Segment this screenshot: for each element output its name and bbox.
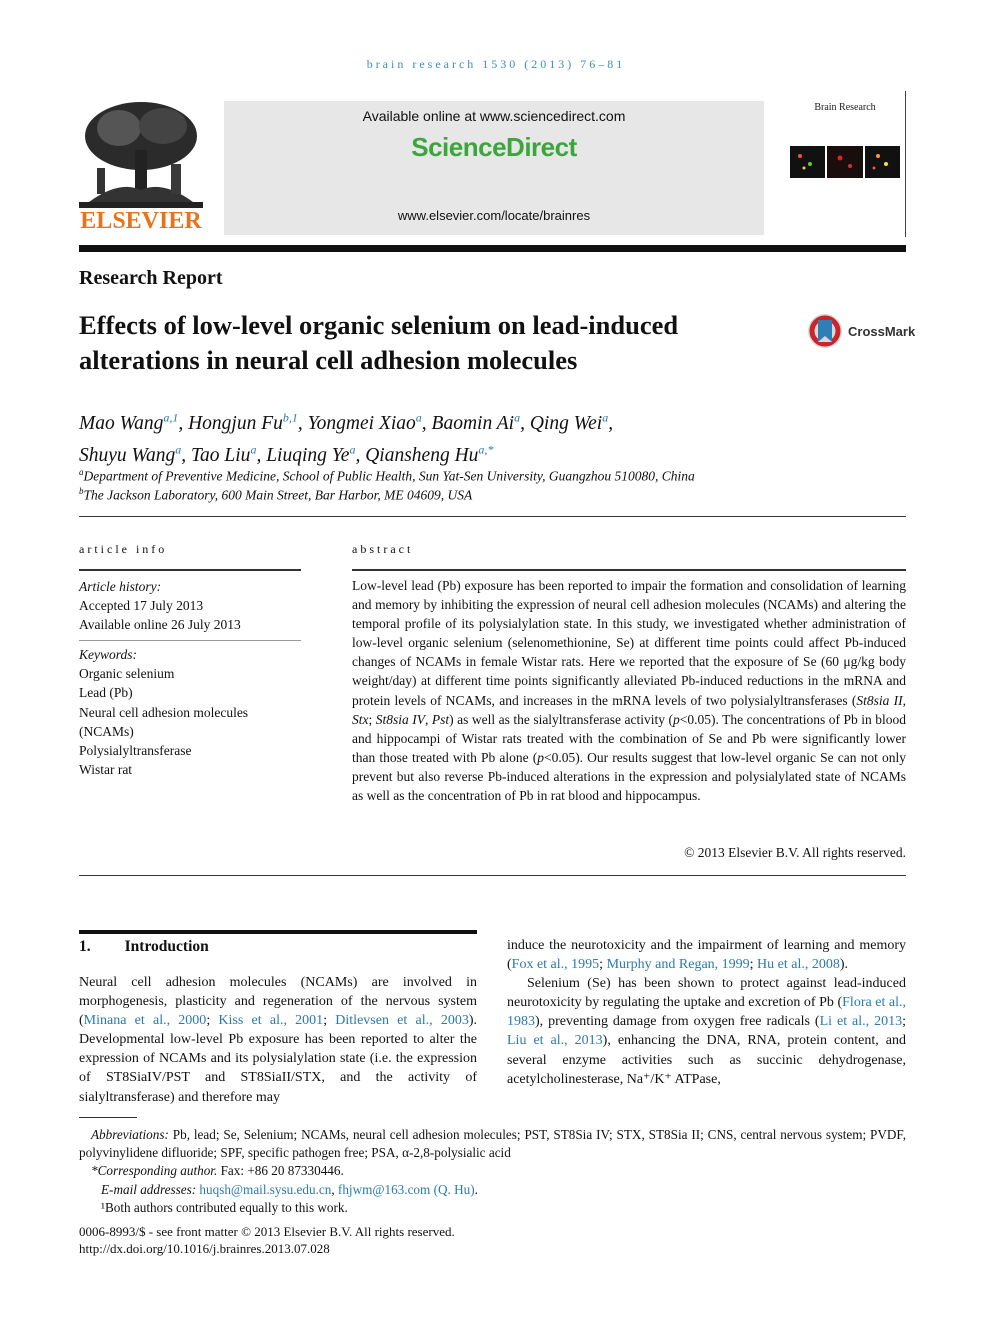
running-head: brain research 1530 (2013) 76–81 bbox=[366, 57, 626, 71]
citation-link[interactable]: Fox et al., 1995 bbox=[511, 957, 600, 973]
affiliation-a: $^a$Department of Preventive Medicine, School of Public Health, Sun Yat-Sen University, Guangzhou 510080, China bbox=[79, 467, 695, 484]
divider bbox=[79, 516, 906, 517]
intro-column-2 bbox=[507, 936, 906, 1089]
keywords bbox=[79, 645, 301, 779]
author: Mao Wang$^{a,1}$, bbox=[79, 410, 189, 434]
header-rule bbox=[79, 245, 906, 252]
citation-link[interactable]: Hu et al., 2008 bbox=[757, 957, 840, 973]
keyword: (NCAMs) bbox=[79, 723, 134, 739]
author: Yongmei Xiao$^a$, bbox=[307, 410, 432, 434]
copyright: © 2013 Elsevier B.V. All rights reserved. bbox=[684, 845, 906, 860]
tree-icon bbox=[79, 98, 203, 210]
author: Qing Wei$^a$, bbox=[529, 410, 614, 434]
keyword: Neural cell adhesion molecules bbox=[79, 704, 249, 720]
article-history bbox=[79, 577, 301, 635]
divider bbox=[352, 569, 906, 571]
keyword: Polysialyltransferase bbox=[79, 743, 192, 759]
equal-contribution: ¹Both authors contributed equally to this work. bbox=[101, 1199, 348, 1215]
doi-link[interactable]: http://dx.doi.org/10.1016/j.brainres.2013.07.028 bbox=[79, 1240, 330, 1256]
cover-images bbox=[790, 146, 900, 178]
corresponding-author: *Corresponding author. Fax: +86 20 87330446. bbox=[91, 1163, 344, 1179]
keyword: Wistar rat bbox=[79, 762, 133, 778]
author: Shuyu Wang$^a$, bbox=[79, 442, 191, 466]
crossmark-label: CrossMark bbox=[848, 324, 916, 339]
paragraph: induce the neurotoxicity and the impairment of learning and memory (Fox et al., 1995; Murphy and Regan, 1999; Hu et al., 2008). bbox=[507, 938, 906, 973]
journal-url[interactable]: www.elsevier.com/locate/brainres bbox=[397, 208, 591, 223]
article-title: Effects of low-level organic selenium on lead-induced alterations in neural cell adhesion molecules bbox=[79, 310, 679, 375]
citation-link[interactable]: Kiss et al., 2001 bbox=[218, 1013, 324, 1029]
section-heading: 1. Introduction bbox=[79, 938, 209, 955]
history-label: Article history: bbox=[79, 579, 162, 594]
divider bbox=[79, 569, 301, 571]
email-link[interactable]: fhjwm@163.com (Q. Hu) bbox=[337, 1181, 475, 1197]
author: Baomin Ai$^a$, bbox=[431, 410, 530, 434]
author-list bbox=[79, 404, 919, 469]
citation-link[interactable]: Minana et al., 2000 bbox=[83, 1013, 207, 1029]
keyword: Organic selenium bbox=[79, 666, 175, 682]
author: Hongjun Fu$^{b,1}$, bbox=[188, 410, 308, 434]
author: Tao Liu$^a$, bbox=[190, 442, 267, 466]
crossmark-icon bbox=[806, 312, 844, 352]
author: Liuqing Ye$^a$, bbox=[266, 442, 366, 466]
citation-link[interactable]: Flora et al., 1983 bbox=[507, 995, 906, 1030]
issn-line: 0006-8993/$ - see front matter © 2013 Elsevier B.V. All rights reserved. bbox=[79, 1224, 455, 1239]
email-link[interactable]: huqsh@mail.sysu.edu.cn bbox=[199, 1181, 332, 1197]
sciencedirect-logo: ScienceDirect bbox=[411, 132, 577, 162]
divider bbox=[79, 640, 301, 641]
email-addresses: E-mail addresses: huqsh@mail.sysu.edu.cn, fhjwm@163.com (Q. Hu). bbox=[101, 1181, 478, 1197]
affiliation-b: $^b$The Jackson Laboratory, 600 Main Street, Bar Harbor, ME 04609, USA bbox=[79, 486, 473, 503]
keyword: Lead (Pb) bbox=[79, 685, 133, 701]
paragraph: Selenium (Se) has been shown to protect against lead-induced neurotoxicity by regulating the uptake and excretion of Pb (Flora et al., 1983), preventing damage from oxygen free radicals (Li et al., 2013; Liu et al., 2013), enhancing the DNA, RNA, protein content, and several enzyme activities such as succinic dehydrogenase, acetylcholinesterase, Na⁺/K⁺ ATPase, bbox=[507, 976, 907, 1087]
abbreviations: Abbreviations: Pb, lead; Se, Selenium; NCAMs, neural cell adhesion molecules; PST, ST8Sia IV; STX, ST8Sia II; CNS, central nervous system; PVDF, polyvinylidene difluoride; SPF, specific pathogen free; PSA, α-2,8-polysialic acid bbox=[79, 1127, 906, 1161]
accepted-date: Accepted 17 July 2013 bbox=[79, 598, 204, 614]
citation-link[interactable]: Ditlevsen et al., 2003 bbox=[335, 1013, 469, 1029]
available-date: Available online 26 July 2013 bbox=[79, 617, 241, 633]
footnote-rule bbox=[79, 1117, 137, 1118]
elsevier-wordmark: ELSEVIER bbox=[80, 208, 202, 234]
citation-link[interactable]: Liu et al., 2013 bbox=[507, 1033, 603, 1049]
abstract-heading: abstract bbox=[352, 542, 414, 556]
article-type: Research Report bbox=[79, 267, 223, 289]
elsevier-logo bbox=[79, 98, 203, 238]
divider bbox=[79, 875, 906, 876]
citation-link[interactable]: Murphy and Regan, 1999 bbox=[606, 957, 750, 973]
abstract-text: Low-level lead (Pb) exposure has been reported to impair the formation and consolidation of learning and memory by inhibiting the expression of neural cell adhesion molecules (NCAMs) and altering the temporal profile of its polysialylation state. In this study, we investigated whether administration of low-level organic selenium (selenomethionine, Se) at different time points could affect Pb-induced changes of NCAMs in female Wistar rats. Here we reported that the exposure of Se (60 μg/kg body weight/day) at different time points significantly alleviated Pb-induced reductions in the mRNA and protein levels of NCAMs, and increases in the mRNA levels of two polysialyltransferases (St8sia II, Stx; St8sia IV, Pst) as well as the sialyltransferase activity (p<0.05). The concentrations of Pb in blood and hippocampi of Wistar rats treated with the combination of Se and Pb were significantly lower than those treated with Pb alone (p<0.05). Our results suggest that low-level organic Se can not only prevent but also reverse Pb-induced alterations in the expression and polysialylated state of NCAMs as well as the concentration of Pb in rat blood and hippocampus. bbox=[352, 578, 907, 804]
author: Qiansheng $Hu^{a,*}$ bbox=[365, 442, 494, 466]
front-matter bbox=[79, 1224, 455, 1257]
intro-column-1: Neural cell adhesion molecules (NCAMs) are involved in morphogenesis, plasticity and regeneration of the nervous system (Minana et al., 2000; Kiss et al., 2001; Ditlevsen et al., 2003). Developmental low-level Pb exposure has been reported to alter the expression of NCAMs and its polysialylation state (i.e. the expression of ST8SiaIV/PST and ST8SiaII/STX, and the activity of sialyltransferase) and therefore may bbox=[79, 975, 477, 1105]
journal-thumb-title: Brain Research bbox=[814, 102, 876, 113]
available-online: Available online at www.sciencedirect.com bbox=[362, 108, 626, 124]
footnotes bbox=[79, 1126, 906, 1217]
citation-link[interactable]: Li et al., 2013 bbox=[819, 1014, 903, 1030]
article-info-heading: article info bbox=[79, 542, 168, 556]
section-rule bbox=[79, 930, 477, 934]
crossmark-badge[interactable] bbox=[806, 312, 916, 352]
keywords-label: Keywords: bbox=[79, 647, 137, 662]
